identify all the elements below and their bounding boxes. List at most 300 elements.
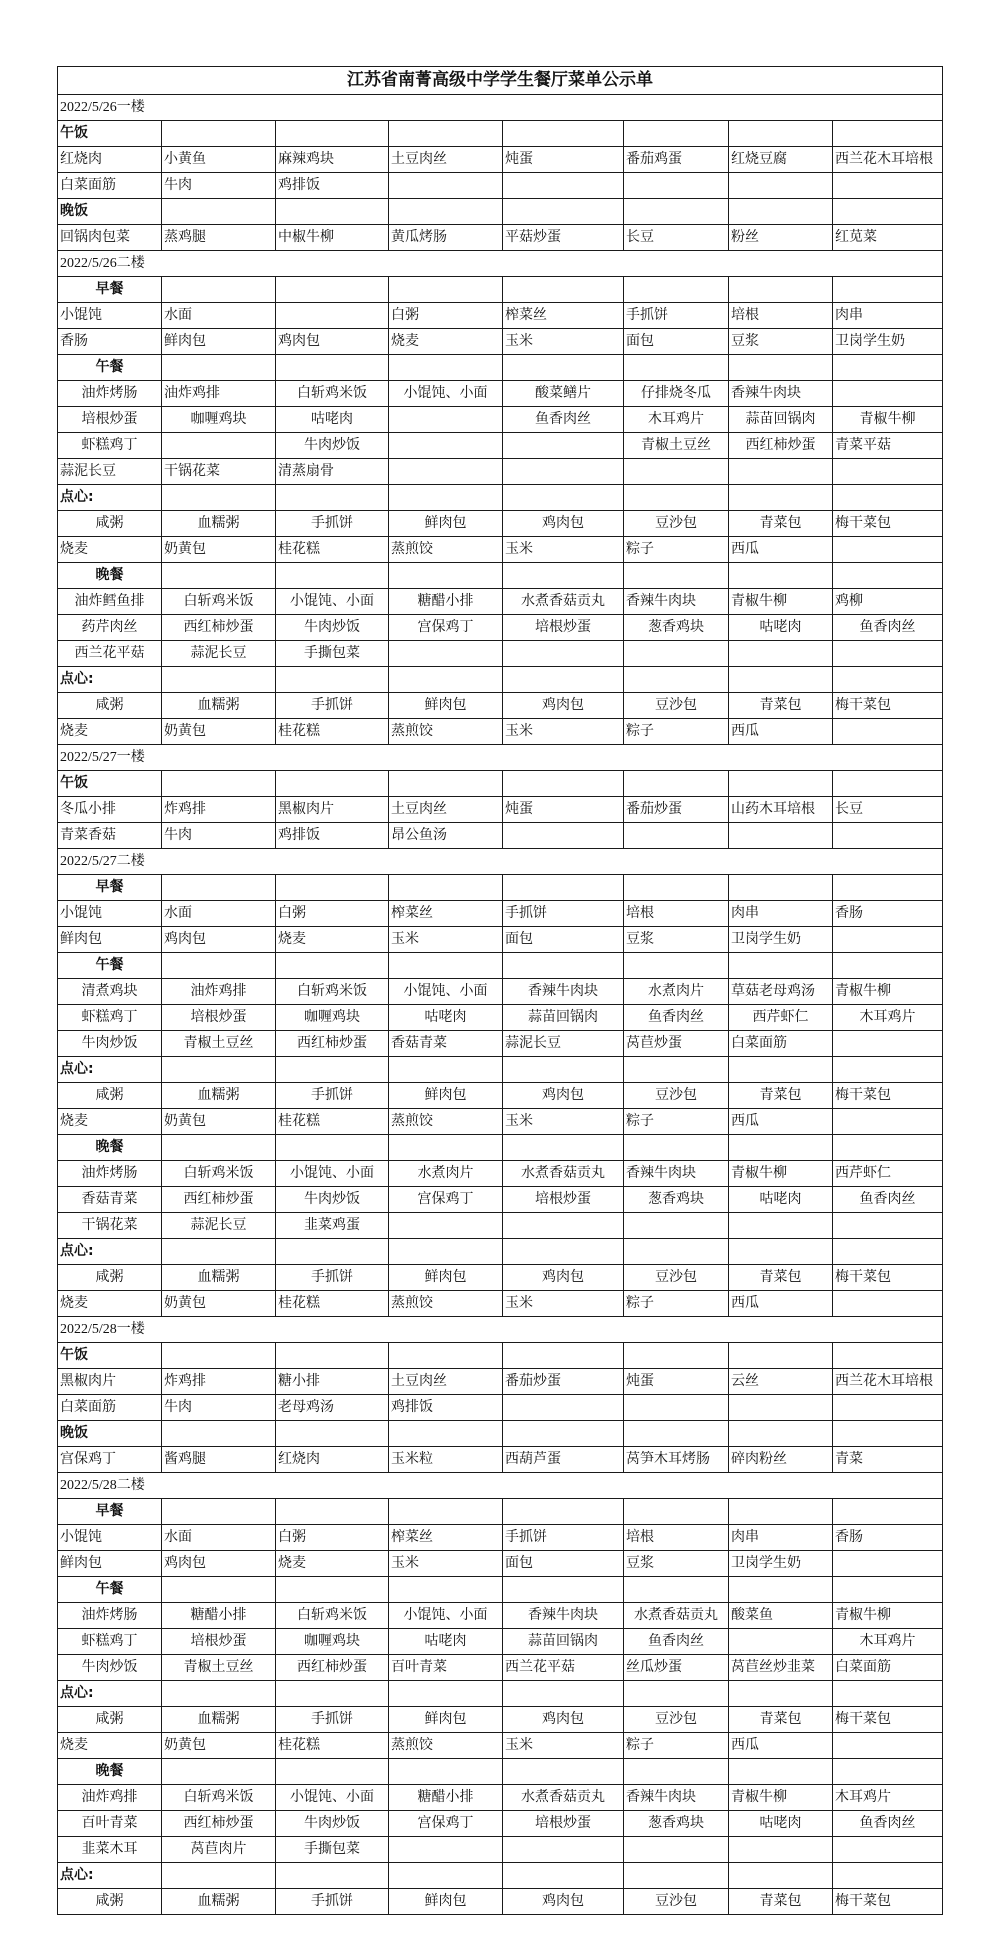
empty-cell [833,823,943,849]
dish-cell: 莴苣肉片 [162,1837,276,1863]
dish-cell: 烧麦 [58,1733,162,1759]
empty-cell [833,485,943,511]
empty-cell [624,1395,729,1421]
meal-label: 点心: [58,1239,162,1265]
dish-cell: 香肠 [833,901,943,927]
section-date-row [58,1473,943,1499]
empty-cell [503,1343,624,1369]
meal-header-row [58,1863,943,1889]
empty-cell [503,953,624,979]
empty-cell [624,277,729,303]
empty-cell [729,277,833,303]
meal-header-row [58,1343,943,1369]
dish-cell: 奶黄包 [162,537,276,563]
dish-cell: 牛肉炒饭 [58,1655,162,1681]
dish-cell: 酸菜鳝片 [503,381,624,407]
empty-cell [833,199,943,225]
empty-cell [624,563,729,589]
dish-cell: 水煮香菇贡丸 [503,1785,624,1811]
empty-cell [276,485,389,511]
dish-cell: 奶黄包 [162,719,276,745]
dish-cell: 手抓饼 [276,1707,389,1733]
empty-cell [503,1577,624,1603]
meal-label: 午饭 [58,121,162,147]
dish-cell: 玉米 [503,719,624,745]
empty-cell [276,1863,389,1889]
dish-cell: 莴笋木耳烤肠 [624,1447,729,1473]
dish-cell: 白菜面筋 [729,1031,833,1057]
empty-cell [503,875,624,901]
dish-cell: 白粥 [276,1525,389,1551]
dish-cell: 西红柿炒蛋 [162,1187,276,1213]
dish-cell: 青菜包 [729,1083,833,1109]
empty-cell [833,1863,943,1889]
dish-cell: 蒸煎饺 [389,537,503,563]
dish-cell: 鲜肉包 [58,1551,162,1577]
dish-row [58,1161,943,1187]
dish-cell: 培根炒蛋 [503,1187,624,1213]
dish-cell: 豆沙包 [624,1265,729,1291]
dish-cell: 手抓饼 [624,303,729,329]
dish-cell: 炖蛋 [503,797,624,823]
dish-row [58,511,943,537]
dish-cell: 山药木耳培根 [729,797,833,823]
dish-cell: 肉串 [729,1525,833,1551]
empty-cell [276,1577,389,1603]
dish-cell: 粽子 [624,1109,729,1135]
dish-cell: 手抓饼 [276,693,389,719]
dish-cell: 粽子 [624,1733,729,1759]
dish-row [58,719,943,745]
dish-row [58,1733,943,1759]
meal-label: 早餐 [58,1499,162,1525]
meal-label: 点心: [58,1057,162,1083]
empty-cell [729,1421,833,1447]
dish-cell: 蒜苗回锅肉 [503,1005,624,1031]
dish-cell: 西兰花平菇 [58,641,162,667]
empty-cell [389,641,503,667]
dish-cell: 蒸煎饺 [389,719,503,745]
dish-cell: 培根炒蛋 [503,1811,624,1837]
empty-cell [503,485,624,511]
dish-cell: 黄瓜烤肠 [389,225,503,251]
dish-cell: 玉米 [503,1291,624,1317]
dish-row [58,303,943,329]
dish-cell: 药芹肉丝 [58,615,162,641]
dish-cell: 香菇青菜 [389,1031,503,1057]
dish-cell: 青椒土豆丝 [624,433,729,459]
empty-cell [833,1239,943,1265]
dish-cell: 宫保鸡丁 [389,1811,503,1837]
dish-cell: 番茄炒蛋 [624,797,729,823]
empty-cell [503,1239,624,1265]
dish-cell: 木耳鸡片 [833,1629,943,1655]
dish-cell: 西葫芦蛋 [503,1447,624,1473]
dish-cell: 青菜香菇 [58,823,162,849]
empty-cell [624,667,729,693]
empty-cell [389,1343,503,1369]
dish-cell: 小黄鱼 [162,147,276,173]
dish-cell: 红苋菜 [833,225,943,251]
dish-cell: 韭菜木耳 [58,1837,162,1863]
empty-cell [276,199,389,225]
empty-cell [833,667,943,693]
empty-cell [276,953,389,979]
dish-cell: 百叶青菜 [58,1811,162,1837]
dish-cell: 鲜肉包 [389,1265,503,1291]
empty-cell [833,1213,943,1239]
dish-cell: 虾糕鸡丁 [58,1629,162,1655]
dish-cell: 烧麦 [58,537,162,563]
empty-cell [389,277,503,303]
dish-cell: 油炸鸡排 [162,381,276,407]
meal-label: 早餐 [58,277,162,303]
dish-cell: 青菜包 [729,1889,833,1915]
dish-cell: 牛肉炒饭 [276,615,389,641]
dish-cell: 白菜面筋 [58,1395,162,1421]
empty-cell [503,277,624,303]
dish-row [58,1525,943,1551]
empty-cell [833,1733,943,1759]
empty-cell [833,459,943,485]
dish-cell: 烧麦 [276,1551,389,1577]
empty-cell [503,1759,624,1785]
dish-cell: 蒜泥长豆 [162,641,276,667]
dish-row [58,1629,943,1655]
dish-cell: 炖蛋 [503,147,624,173]
dish-cell: 鲜肉包 [58,927,162,953]
dish-row [58,823,943,849]
empty-cell [624,1759,729,1785]
dish-row [58,1213,943,1239]
dish-cell: 培根 [624,901,729,927]
dish-cell: 青椒牛柳 [729,589,833,615]
empty-cell [389,667,503,693]
dish-cell: 糖醋小排 [389,1785,503,1811]
dish-cell: 西瓜 [729,1109,833,1135]
meal-header-row [58,563,943,589]
dish-cell: 油炸烤肠 [58,381,162,407]
dish-cell: 白斩鸡米饭 [276,1603,389,1629]
dish-cell: 梅干菜包 [833,511,943,537]
section-date: 2022/5/28一楼 [58,1317,943,1343]
dish-row [58,1265,943,1291]
dish-cell: 碎肉粉丝 [729,1447,833,1473]
empty-cell [162,121,276,147]
dish-row [58,1889,943,1915]
dish-cell: 油炸鳕鱼排 [58,589,162,615]
empty-cell [389,459,503,485]
dish-cell: 白斩鸡米饭 [276,381,389,407]
empty-cell [162,355,276,381]
dish-cell: 咸粥 [58,1083,162,1109]
meal-label: 晚饭 [58,199,162,225]
empty-cell [624,1499,729,1525]
dish-cell: 白粥 [389,303,503,329]
dish-cell: 青菜 [833,1447,943,1473]
dish-cell: 西兰花木耳培根 [833,147,943,173]
dish-cell: 青椒牛柳 [833,1603,943,1629]
meal-label: 晚餐 [58,1135,162,1161]
empty-cell [276,1135,389,1161]
empty-cell [833,953,943,979]
dish-cell: 青菜平菇 [833,433,943,459]
dish-cell: 牛肉 [162,1395,276,1421]
dish-cell: 培根 [729,303,833,329]
dish-cell: 白斩鸡米饭 [162,589,276,615]
dish-cell: 咸粥 [58,1707,162,1733]
dish-cell: 水面 [162,901,276,927]
dish-cell: 西芹虾仁 [729,1005,833,1031]
dish-cell: 冬瓜小排 [58,797,162,823]
dish-cell: 培根炒蛋 [58,407,162,433]
empty-cell [503,1135,624,1161]
dish-cell: 鲜肉包 [389,1707,503,1733]
dish-cell: 土豆肉丝 [389,797,503,823]
empty-cell [729,355,833,381]
dish-cell: 鸡排饭 [389,1395,503,1421]
dish-cell: 梅干菜包 [833,693,943,719]
dish-cell: 鸡肉包 [503,511,624,537]
empty-cell [624,121,729,147]
empty-cell [162,875,276,901]
dish-cell: 香辣牛肉块 [729,381,833,407]
dish-cell: 番茄鸡蛋 [624,147,729,173]
empty-cell [624,173,729,199]
empty-cell [624,1681,729,1707]
dish-cell: 咖喱鸡块 [276,1629,389,1655]
dish-cell: 奶黄包 [162,1291,276,1317]
empty-cell [276,1759,389,1785]
dish-cell: 咕咾肉 [729,1187,833,1213]
dish-cell: 烧麦 [58,1109,162,1135]
empty-cell [833,277,943,303]
empty-cell [624,771,729,797]
empty-cell [503,771,624,797]
dish-cell: 油炸鸡排 [162,979,276,1005]
dish-cell: 桂花糕 [276,719,389,745]
dish-cell: 炸鸡排 [162,1369,276,1395]
empty-cell [729,641,833,667]
dish-cell: 肉串 [729,901,833,927]
section-date-row [58,95,943,121]
dish-cell: 香肠 [58,329,162,355]
dish-cell: 小馄饨、小面 [389,979,503,1005]
dish-row [58,173,943,199]
dish-cell: 桂花糕 [276,537,389,563]
dish-cell: 小馄饨、小面 [276,589,389,615]
dish-cell: 鱼香肉丝 [503,407,624,433]
empty-cell [276,1239,389,1265]
empty-cell [833,1135,943,1161]
dish-row [58,693,943,719]
dish-cell: 红烧肉 [58,147,162,173]
empty-cell [833,1499,943,1525]
empty-cell [389,875,503,901]
empty-cell [729,1759,833,1785]
dish-cell: 牛肉 [162,173,276,199]
empty-cell [833,1343,943,1369]
dish-cell: 鱼香肉丝 [624,1629,729,1655]
meal-header-row [58,1577,943,1603]
dish-cell: 干锅花菜 [162,459,276,485]
empty-cell [162,485,276,511]
dish-row [58,589,943,615]
empty-cell [729,771,833,797]
empty-cell [389,1135,503,1161]
empty-cell [624,355,729,381]
dish-cell: 炸鸡排 [162,797,276,823]
dish-cell: 韭菜鸡蛋 [276,1213,389,1239]
empty-cell [162,1577,276,1603]
dish-cell: 烧麦 [276,927,389,953]
meal-label: 晚餐 [58,563,162,589]
dish-cell: 奶黄包 [162,1733,276,1759]
dish-cell: 长豆 [624,225,729,251]
dish-cell: 手撕包菜 [276,1837,389,1863]
dish-cell: 水煮肉片 [624,979,729,1005]
dish-cell: 麻辣鸡块 [276,147,389,173]
empty-cell [503,1395,624,1421]
meal-label: 晚饭 [58,1421,162,1447]
empty-cell [729,953,833,979]
dish-cell: 清煮鸡块 [58,979,162,1005]
dish-cell: 昂公鱼汤 [389,823,503,849]
empty-cell [729,1499,833,1525]
meal-label: 点心: [58,1681,162,1707]
dish-cell: 土豆肉丝 [389,147,503,173]
meal-header-row [58,771,943,797]
dish-cell: 烧麦 [58,719,162,745]
dish-cell: 长豆 [833,797,943,823]
dish-cell: 咕咾肉 [729,615,833,641]
empty-cell [729,121,833,147]
dish-row [58,1291,943,1317]
dish-cell: 糖醋小排 [389,589,503,615]
dish-cell: 回锅肉包菜 [58,225,162,251]
dish-cell: 青椒土豆丝 [162,1655,276,1681]
empty-cell [624,823,729,849]
menu-table [57,66,943,1915]
empty-cell [162,1681,276,1707]
empty-cell [276,1681,389,1707]
meal-header-row [58,1239,943,1265]
dish-cell: 手抓饼 [276,511,389,537]
section-date: 2022/5/26二楼 [58,251,943,277]
dish-cell: 粽子 [624,719,729,745]
dish-cell: 咖喱鸡块 [162,407,276,433]
dish-cell: 平菇炒蛋 [503,225,624,251]
empty-cell [503,1421,624,1447]
empty-cell [162,953,276,979]
dish-cell: 烧麦 [389,329,503,355]
empty-cell [276,1343,389,1369]
empty-cell [162,1759,276,1785]
dish-cell: 鲜肉包 [389,1889,503,1915]
empty-cell [833,563,943,589]
dish-cell: 手抓饼 [503,1525,624,1551]
dish-cell: 糖小排 [276,1369,389,1395]
empty-cell [389,563,503,589]
dish-cell: 鸡肉包 [503,693,624,719]
dish-cell: 粽子 [624,537,729,563]
empty-cell [389,199,503,225]
empty-cell [389,355,503,381]
empty-cell [389,433,503,459]
dish-cell: 木耳鸡片 [624,407,729,433]
dish-cell: 虾糕鸡丁 [58,433,162,459]
empty-cell [503,1213,624,1239]
empty-cell [503,121,624,147]
dish-row [58,1707,943,1733]
empty-cell [389,173,503,199]
dish-row [58,1551,943,1577]
dish-cell: 西瓜 [729,1291,833,1317]
empty-cell [624,953,729,979]
empty-cell [503,1057,624,1083]
dish-cell: 玉米 [389,1551,503,1577]
dish-row [58,537,943,563]
section-date: 2022/5/27二楼 [58,849,943,875]
dish-row [58,407,943,433]
dish-cell: 牛肉炒饭 [276,433,389,459]
dish-cell: 血糯粥 [162,1889,276,1915]
empty-cell [276,1421,389,1447]
empty-cell [389,1499,503,1525]
dish-row [58,1837,943,1863]
dish-cell: 云丝 [729,1369,833,1395]
dish-cell: 玉米粒 [389,1447,503,1473]
empty-cell [503,1499,624,1525]
dish-cell: 木耳鸡片 [833,1005,943,1031]
dish-cell: 血糯粥 [162,1707,276,1733]
dish-cell: 粉丝 [729,225,833,251]
dish-cell: 牛肉炒饭 [276,1187,389,1213]
empty-cell [389,1213,503,1239]
meal-header-row [58,953,943,979]
meal-header-row [58,121,943,147]
dish-cell: 豆浆 [729,329,833,355]
dish-cell: 蒜泥长豆 [162,1213,276,1239]
empty-cell [162,1057,276,1083]
dish-cell: 豆沙包 [624,511,729,537]
meal-header-row [58,277,943,303]
meal-header-row [58,1681,943,1707]
meal-header-row [58,355,943,381]
dish-cell: 鱼香肉丝 [833,615,943,641]
dish-cell: 豆沙包 [624,1707,729,1733]
empty-cell [389,771,503,797]
dish-row [58,1655,943,1681]
meal-label: 午饭 [58,771,162,797]
empty-cell [833,1395,943,1421]
empty-cell [503,563,624,589]
dish-cell: 血糯粥 [162,1265,276,1291]
dish-row [58,901,943,927]
empty-cell [729,1863,833,1889]
meal-header-row [58,1135,943,1161]
empty-cell [276,355,389,381]
dish-cell: 鲜肉包 [389,1083,503,1109]
empty-cell [276,277,389,303]
empty-cell [833,1057,943,1083]
dish-cell: 西红柿炒蛋 [276,1031,389,1057]
dish-cell: 香辣牛肉块 [624,589,729,615]
dish-cell: 培根炒蛋 [162,1005,276,1031]
dish-cell: 蒜泥长豆 [503,1031,624,1057]
dish-cell: 炖蛋 [624,1369,729,1395]
meal-label: 点心: [58,1863,162,1889]
